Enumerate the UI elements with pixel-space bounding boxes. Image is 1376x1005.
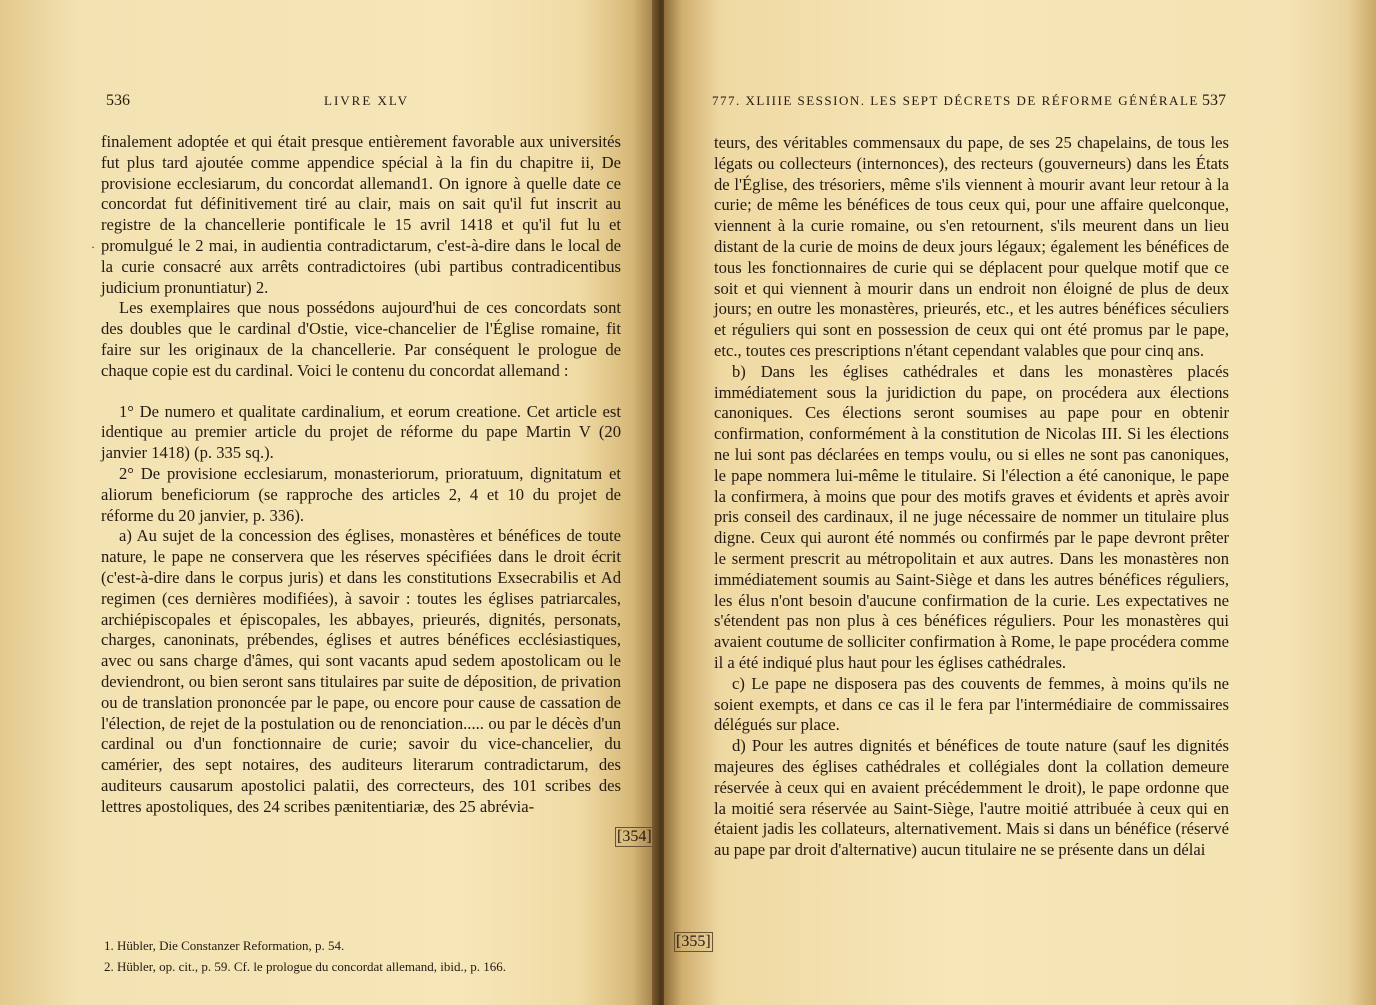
right-running-head: 777. XLIIIE SESSION. LES SEPT DÉCRETS DE RÉFORME GÉNÉRALE — [712, 93, 1199, 108]
left-running-head: LIVRE XLV — [324, 93, 410, 108]
right-paragraph: c) Le pape ne disposera pas des couvents de femmes, à moins qu'ils ne soient exempts, et dans ce cas il le fera par l'intermédiaire de commissaires délégués sur place. — [714, 673, 1229, 735]
left-paragraph: 1° De numero et qualitate cardinalium, et eorum creatione. Cet article est identique au premier article du projet de réforme du pape Martin V (20 janvier 1418) (p. 335 sq.). — [101, 401, 621, 463]
left-page-number: 536 — [106, 92, 130, 109]
left-paragraph: finalement adoptée et qui était presque entièrement favorable aux universités fut plus tard ajoutée comme appendice spécial à la fin du chapitre ii, De provisione ecclesiarum, du concordat allemand1. On ignore à quelle date ce concordat fut définitivement tiré au clair, mais on sait qu'il fut inscrit au registre de la chancellerie pontificale le 15 avril 1418 et qu'il fut lu et promulgué le 2 mai, in audientia contradictarum, c'est-à-dire dans le local de la curie consacré aux arrêts contradictoires (ubi partibus contradicentibus judicium pronuntiatur) 2. — [101, 132, 621, 297]
right-paragraph: d) Pour les autres dignités et bénéfices de toute nature (sauf les dignités majeures des églises cathédrales et collégiales dont la collation demeure réservée à ceux qui en avaient précédemment le droit), le pape ordonne que la moitié sera réservée au Saint-Siège, l'autre moitié attribuée à ceux qui en étaient jadis les collateurs, alternativement. Mais si dans un bénéfice (réservé au pape par droit d'alternative) aucun titulaire ne se présente dans un délai — [714, 736, 1229, 860]
left-page — [0, 0, 658, 1005]
left-paragraph: 2° De provisione ecclesiarum, monasteriorum, prioratuum, dignitatum et aliorum beneficiorum (se rapproche des articles 2, 4 et 10 du projet de réforme du 20 janvier, p. 336). — [101, 463, 621, 525]
footnote-2: 2. Hübler, op. cit., p. 59. Cf. le prologue du concordat allemand, ibid., p. 166. — [104, 959, 507, 974]
left-body-text — [101, 132, 621, 818]
right-paragraph: teurs, des véritables commensaux du pape, de ses 25 chapelains, de tous les légats ou collecteurs (internonces), des recteurs (gouverneurs) dans les États de l'Église, des trésoriers, même s'ils viennent à mourir avant leur retour à la curie; de même les bénéfices de tous ceux qui, pour une affaire quelconque, viennent à la curie romaine, ou s'en retournent, s'ils meurent dans un lieu distant de la curie de moins de deux jours légaux; également les bénéfices de tous les fonctionnaires de curie qui se déplacent pour quelque motif que ce soit et qui viennent à mourir dans un endroit non éloigné de plus de deux jours; en outre les monastères, prieurés, etc., et les autres bénéfices séculiers et réguliers qui sont en possession de ceux qui ont été promus par le pape, etc., toutes ces prescriptions n'étant cependant valables que pour cinq ans. — [714, 133, 1229, 360]
right-page-number: 537 — [1202, 92, 1226, 109]
footnote-1: 1. Hübler, Die Constanzer Reformation, p. 54. — [104, 938, 345, 953]
left-paragraph: Les exemplaires que nous possédons aujourd'hui de ces concordats sont des doubles que le cardinal d'Ostie, vice-chancelier de l'Église romaine, fit faire sur les originaux de la chancellerie. Par conséquent le prologue de chaque copie est du cardinal. Voici le contenu du concordat allemand : — [101, 298, 621, 380]
right-paragraph: b) Dans les églises cathédrales et dans les monastères placés immédiatement sous la juridiction du pape, on procédera aux élections canoniques. Ces élections seront soumises au pape pour en obtenir confirmation, conformément à la constitution de Nicolas III. Si les élections ne lui sont pas déclarées en temps voulu, ou si elles ne sont pas canoniques, le pape nommera lui-même le titulaire. Si l'élection a été canonique, le pape la confirmera, à moins que pour des motifs graves et évidents et après avoir pris conseil des cardinaux, il ne juge nécessaire de nommer un titulaire plus digne. Ceux qui auront été nommés ou confirmés par le pape devront prêter le serment prescrit au métropolitain et aux autres. Dans les monastères non immédiatement soumis au Saint-Siège et dans les autres bénéfices réguliers, les élus n'ont besoin d'aucune confirmation de la curie. Les expectatives ne s'étendent pas non plus à ces bénéfices réguliers. Pour les monastères qui avaient coutume de solliciter confirmation à Rome, le pape procédera comme il a été indiqué plus haut pour les églises cathédrales. — [714, 361, 1229, 672]
page-marker-355: [355] — [676, 933, 711, 950]
footnotes — [104, 935, 619, 977]
left-paragraph: a) Au sujet de la concession des églises, monastères et bénéfices de toute nature, le pape ne conservera que les réserves spécifiées dans le droit écrit (c'est-à-dire dans le corpus juris) et dans les constitutions Exsecrabilis et Ad regimen (ces dernières modifiées), à savoir : toutes les églises patriarcales, archiépiscopales et épiscopales, les abbayes, prieurés, dignités, personats, charges, canoninats, prébendes, églises et autres bénéfices ecclésiastiques, avec ou sans charge d'âmes, qui sont vacants apud sedem apostolicam ou le deviendront, ou bien seront sans titulaires par suite de déposition, de privation ou de translation prononcée par le pape, ou encore pour cause de cassation de l'élection, de rejet de la postulation ou de renonciation..... ou par le décès d'un cardinal ou d'un fonctionnaire de curie; savoir du vice-chancelier, du camérier, des sept notaires, des auditeurs literarum contradictarum, des auditeurs causarum apostolici palatii, des correcteurs, des 101 scribes des lettres apostoliques, des 24 scribes pænitentiariæ, des 25 abrévia- — [101, 526, 621, 816]
margin-tick: · — [91, 240, 95, 254]
page-marker-354: [354] — [617, 828, 652, 845]
right-body-text — [714, 133, 1229, 861]
